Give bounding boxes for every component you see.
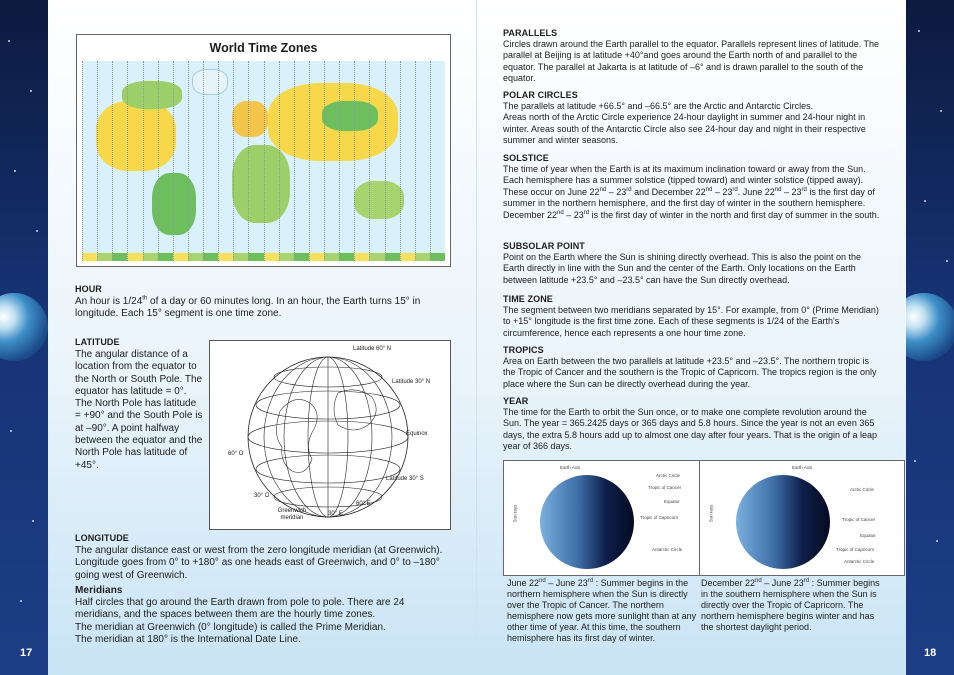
page-number-left: 17: [20, 647, 33, 659]
time-zone-line: [203, 61, 204, 261]
december-caption: December 22nd – June 23rd : Summer begins in the southern hemisphere when the Sun is directly over the Tropic of Capricorn. The northern hemisphere begins winter and has the shortest daylight period.: [701, 578, 880, 632]
latitude-longitude-diagram: [209, 340, 451, 530]
meridians-text: [75, 597, 453, 646]
time-zone-line: [173, 61, 174, 261]
star: [10, 430, 12, 432]
parallels-text: Circles drawn around the Earth parallel to the equator. Parallels represent lines of latitude. The parallel at Beijing is at latitude +40°and goes around the Earth north of and parallel to the equator. The parallel at Jakarta is at latitude of –6° and is drawn parallel to the south of the equator.: [503, 39, 880, 84]
time-zone-band: [82, 253, 97, 261]
time-zone-line: [143, 61, 144, 261]
map-area: [82, 61, 445, 261]
label-earth-axis: Earth Axis: [560, 465, 581, 470]
time-zone-band: [369, 253, 384, 261]
time-zone-band: [127, 253, 142, 261]
latitude-heading: LATITUDE: [75, 337, 120, 347]
star: [924, 200, 926, 202]
time-zone-band: [112, 253, 127, 261]
hour-text-b: of a day or 60 minutes long. In an hour, the Earth turns 15° in longitude. Each 15° segment is one time zone.: [75, 296, 421, 320]
time-zone-line: [324, 61, 325, 261]
meridians-line-2: The meridian at Greenwich (0° longitude) is called the Prime Meridian.: [75, 621, 386, 633]
longitude-heading: LONGITUDE: [75, 533, 129, 543]
meridians-line-1: Half circles that go around the Earth drawn from pole to pole. There are 24 meridians, and the spaces between them are the hourly time zones.: [75, 597, 405, 621]
star: [8, 40, 10, 42]
world-time-zones-map: [76, 34, 451, 267]
time-zone-band: [188, 253, 203, 261]
time-zone-line: [82, 61, 83, 261]
time-zone-line: [339, 61, 340, 261]
label-equator: Equator: [860, 533, 876, 538]
solstice-heading: SOLSTICE: [503, 153, 549, 163]
time-zone-band: [233, 253, 248, 261]
land-africa: [232, 145, 290, 223]
star: [32, 520, 34, 522]
time-zone-line: [97, 61, 98, 261]
hour-text-a: An hour is 1/24: [75, 296, 143, 307]
label-lat-30s: Latitude 30° S: [386, 476, 424, 482]
label-capricorn: Tropic of Capricorn: [640, 515, 679, 520]
time-zone-band: [143, 253, 158, 261]
earth-photo-june: [540, 475, 634, 569]
time-zone-band: [203, 253, 218, 261]
label-30w: 30° O: [254, 493, 270, 499]
polar-text: [503, 101, 881, 147]
time-zone-band: [309, 253, 324, 261]
polar-line-2: Areas north of the Arctic Circle experience 24-hour daylight in summer and 24-hour night in winter. Areas south of the Antarctic Circle also see 24-hour day and night in their respective summer and winter seasons.: [503, 112, 866, 146]
tropics-heading: TROPICS: [503, 345, 544, 355]
time-zone-band: [430, 253, 445, 261]
time-zone-band: [354, 253, 369, 261]
time-zone-band: [339, 253, 354, 261]
latitude-text: The angular distance of a location from the equator to the North or South Pole. The equator has latitude = 0°. The North Pole has latitude = +90° and the South Pole is at –90°. A point halfway between the equator and the North Pole has latitude of +45°.: [75, 349, 203, 471]
time-zone-line: [218, 61, 219, 261]
land-north-america: [96, 101, 176, 171]
time-zone-band: [173, 253, 188, 261]
meridians-line-3: The meridian at 180° is the International Date Line.: [75, 633, 301, 645]
june-caption: June 22nd – June 23rd : Summer begins in the northern hemisphere when the Sun is directly over the Tropic of Cancer. The northern hemisphere now gets more sunlight than at any other time of year. At this time, the southern hemisphere has its first day of winter.: [507, 578, 697, 643]
timezone-text: The segment between two meridians separated by 15°. For example, from 0° (Prime Meridian) to +15° longitude is the first time zone. Each of these segments is 1/24 of the Earth's circumference, hence each represents a one hour time zone.: [503, 305, 879, 338]
label-cancer: Tropic of Cancer: [842, 517, 876, 522]
subsolar-text: Point on the Earth where the Sun is shining directly overhead. This is also the point on the Earth directly in line with the Sun and the center of the Earth. Only locations on the Earth between latitude +23.5° and –23.5° can have the Sun directly overhead.: [503, 252, 862, 285]
time-zone-line: [430, 61, 431, 261]
map-title: World Time Zones: [209, 41, 318, 55]
time-zone-line: [233, 61, 234, 261]
label-lat-30n: Latitude 30° N: [392, 379, 431, 385]
polar-line-1: The parallels at latitude +66.5° and –66.5° are the Arctic and Antarctic Circles.: [503, 101, 814, 111]
meridians-heading: Meridians: [75, 585, 123, 596]
timezone-heading: TIME ZONE: [503, 294, 553, 304]
time-zone-band: [400, 253, 415, 261]
time-zone-line: [354, 61, 355, 261]
label-equator: Equator: [664, 499, 680, 504]
time-zone-band: [248, 253, 263, 261]
polar-heading: POLAR CIRCLES: [503, 90, 578, 100]
label-cancer: Tropic of Cancer: [648, 485, 682, 490]
label-60w: 60° O: [228, 451, 244, 457]
time-zone-line: [294, 61, 295, 261]
label-sun-rays: Sun rays: [512, 504, 518, 523]
tropics-text: Area on Earth between the two parallels at latitude +23.5° and –23.5°. The northern tropic is the Tropic of Cancer and the southern is the Tropic of Capricorn. The tropics region is the only place where the Sun can be directly overhead during the year.: [503, 356, 877, 389]
year-heading: YEAR: [503, 396, 529, 406]
time-zone-line: [369, 61, 370, 261]
star: [36, 230, 38, 232]
time-zone-line: [309, 61, 310, 261]
time-zone-line: [279, 61, 280, 261]
star: [30, 90, 32, 92]
time-zone-line: [112, 61, 113, 261]
label-capricorn: Tropic of Capricorn: [836, 547, 875, 552]
star: [936, 540, 938, 542]
time-zone-band: [97, 253, 112, 261]
time-zone-line: [415, 61, 416, 261]
label-earth-axis: Earth Axis: [792, 465, 813, 470]
label-equinox: Equinox: [406, 431, 428, 437]
hour-text: [75, 296, 453, 321]
label-lat-60n: Latitude 60° N: [353, 346, 392, 352]
time-zone-band: [264, 253, 279, 261]
star: [918, 30, 920, 32]
solstice-text: The time of year when the Earth is at its maximum inclination toward or away from the Sun. Each hemisphere has a summer solstice (tipped toward) and winter solstice (tipped away). These occur on June 22nd – 23rd and December 22nd – 23rd. June 22nd – 23rd is the first day of summer in the northern hemisphere, and the first day of winter in the southern hemisphere. December 22nd – 23rd is the first day of winter in the north and first day of summer in the south.: [503, 164, 880, 220]
time-zone-line: [248, 61, 249, 261]
time-zone-band: [324, 253, 339, 261]
star: [946, 260, 948, 262]
label-arctic: Arctic Circle: [850, 487, 875, 492]
label-30e: 30° E: [328, 511, 343, 517]
label-greenwich: Greenwich meridian: [277, 508, 307, 521]
label-antarctic: Antarctic Circle: [652, 547, 683, 552]
label-arctic: Arctic Circle: [656, 473, 681, 478]
time-zone-line: [158, 61, 159, 261]
land-australia: [354, 181, 404, 219]
label-antarctic: Antarctic Circle: [844, 559, 875, 564]
land-greenland: [192, 69, 228, 95]
label-60e: 60° E: [356, 501, 371, 507]
page-divider: [476, 0, 477, 675]
page-number-right: 18: [924, 647, 937, 659]
hour-heading: HOUR: [75, 284, 102, 294]
hour-sup: th: [142, 295, 148, 302]
december-solstice-image: [699, 460, 905, 576]
year-text: The time for the Earth to orbit the Sun once, or to make one complete revolution around the Sun. The year = 365.2425 days or 365 days and 5.8 hours. Since the year is not an even 365 days, the extra 5.8 hours add up to almost one day after four years. That is the origin of a leap year of 366 days.: [503, 407, 878, 452]
time-zone-line: [400, 61, 401, 261]
parallels-heading: PARALLELS: [503, 28, 558, 38]
star: [20, 600, 22, 602]
time-zone-line: [188, 61, 189, 261]
june-solstice-image: [503, 460, 709, 576]
subsolar-heading: SUBSOLAR POINT: [503, 241, 585, 251]
time-zone-band: [415, 253, 430, 261]
time-zone-line: [385, 61, 386, 261]
time-zone-band: [294, 253, 309, 261]
time-zone-band: [385, 253, 400, 261]
star: [940, 110, 942, 112]
star: [14, 170, 16, 172]
earth-photo-december: [736, 475, 830, 569]
time-zone-band: [218, 253, 233, 261]
star: [914, 460, 916, 462]
time-zone-band: [279, 253, 294, 261]
time-zone-band: [158, 253, 173, 261]
time-zone-line: [264, 61, 265, 261]
label-sun-rays: Sun rays: [708, 504, 714, 523]
time-zone-line: [127, 61, 128, 261]
longitude-text: The angular distance east or west from the zero longitude meridian (at Greenwich). Longitude goes from 0° to +180° as one heads east of Greenwich, and 0° to –180° going west of Greenwich.: [75, 545, 443, 581]
